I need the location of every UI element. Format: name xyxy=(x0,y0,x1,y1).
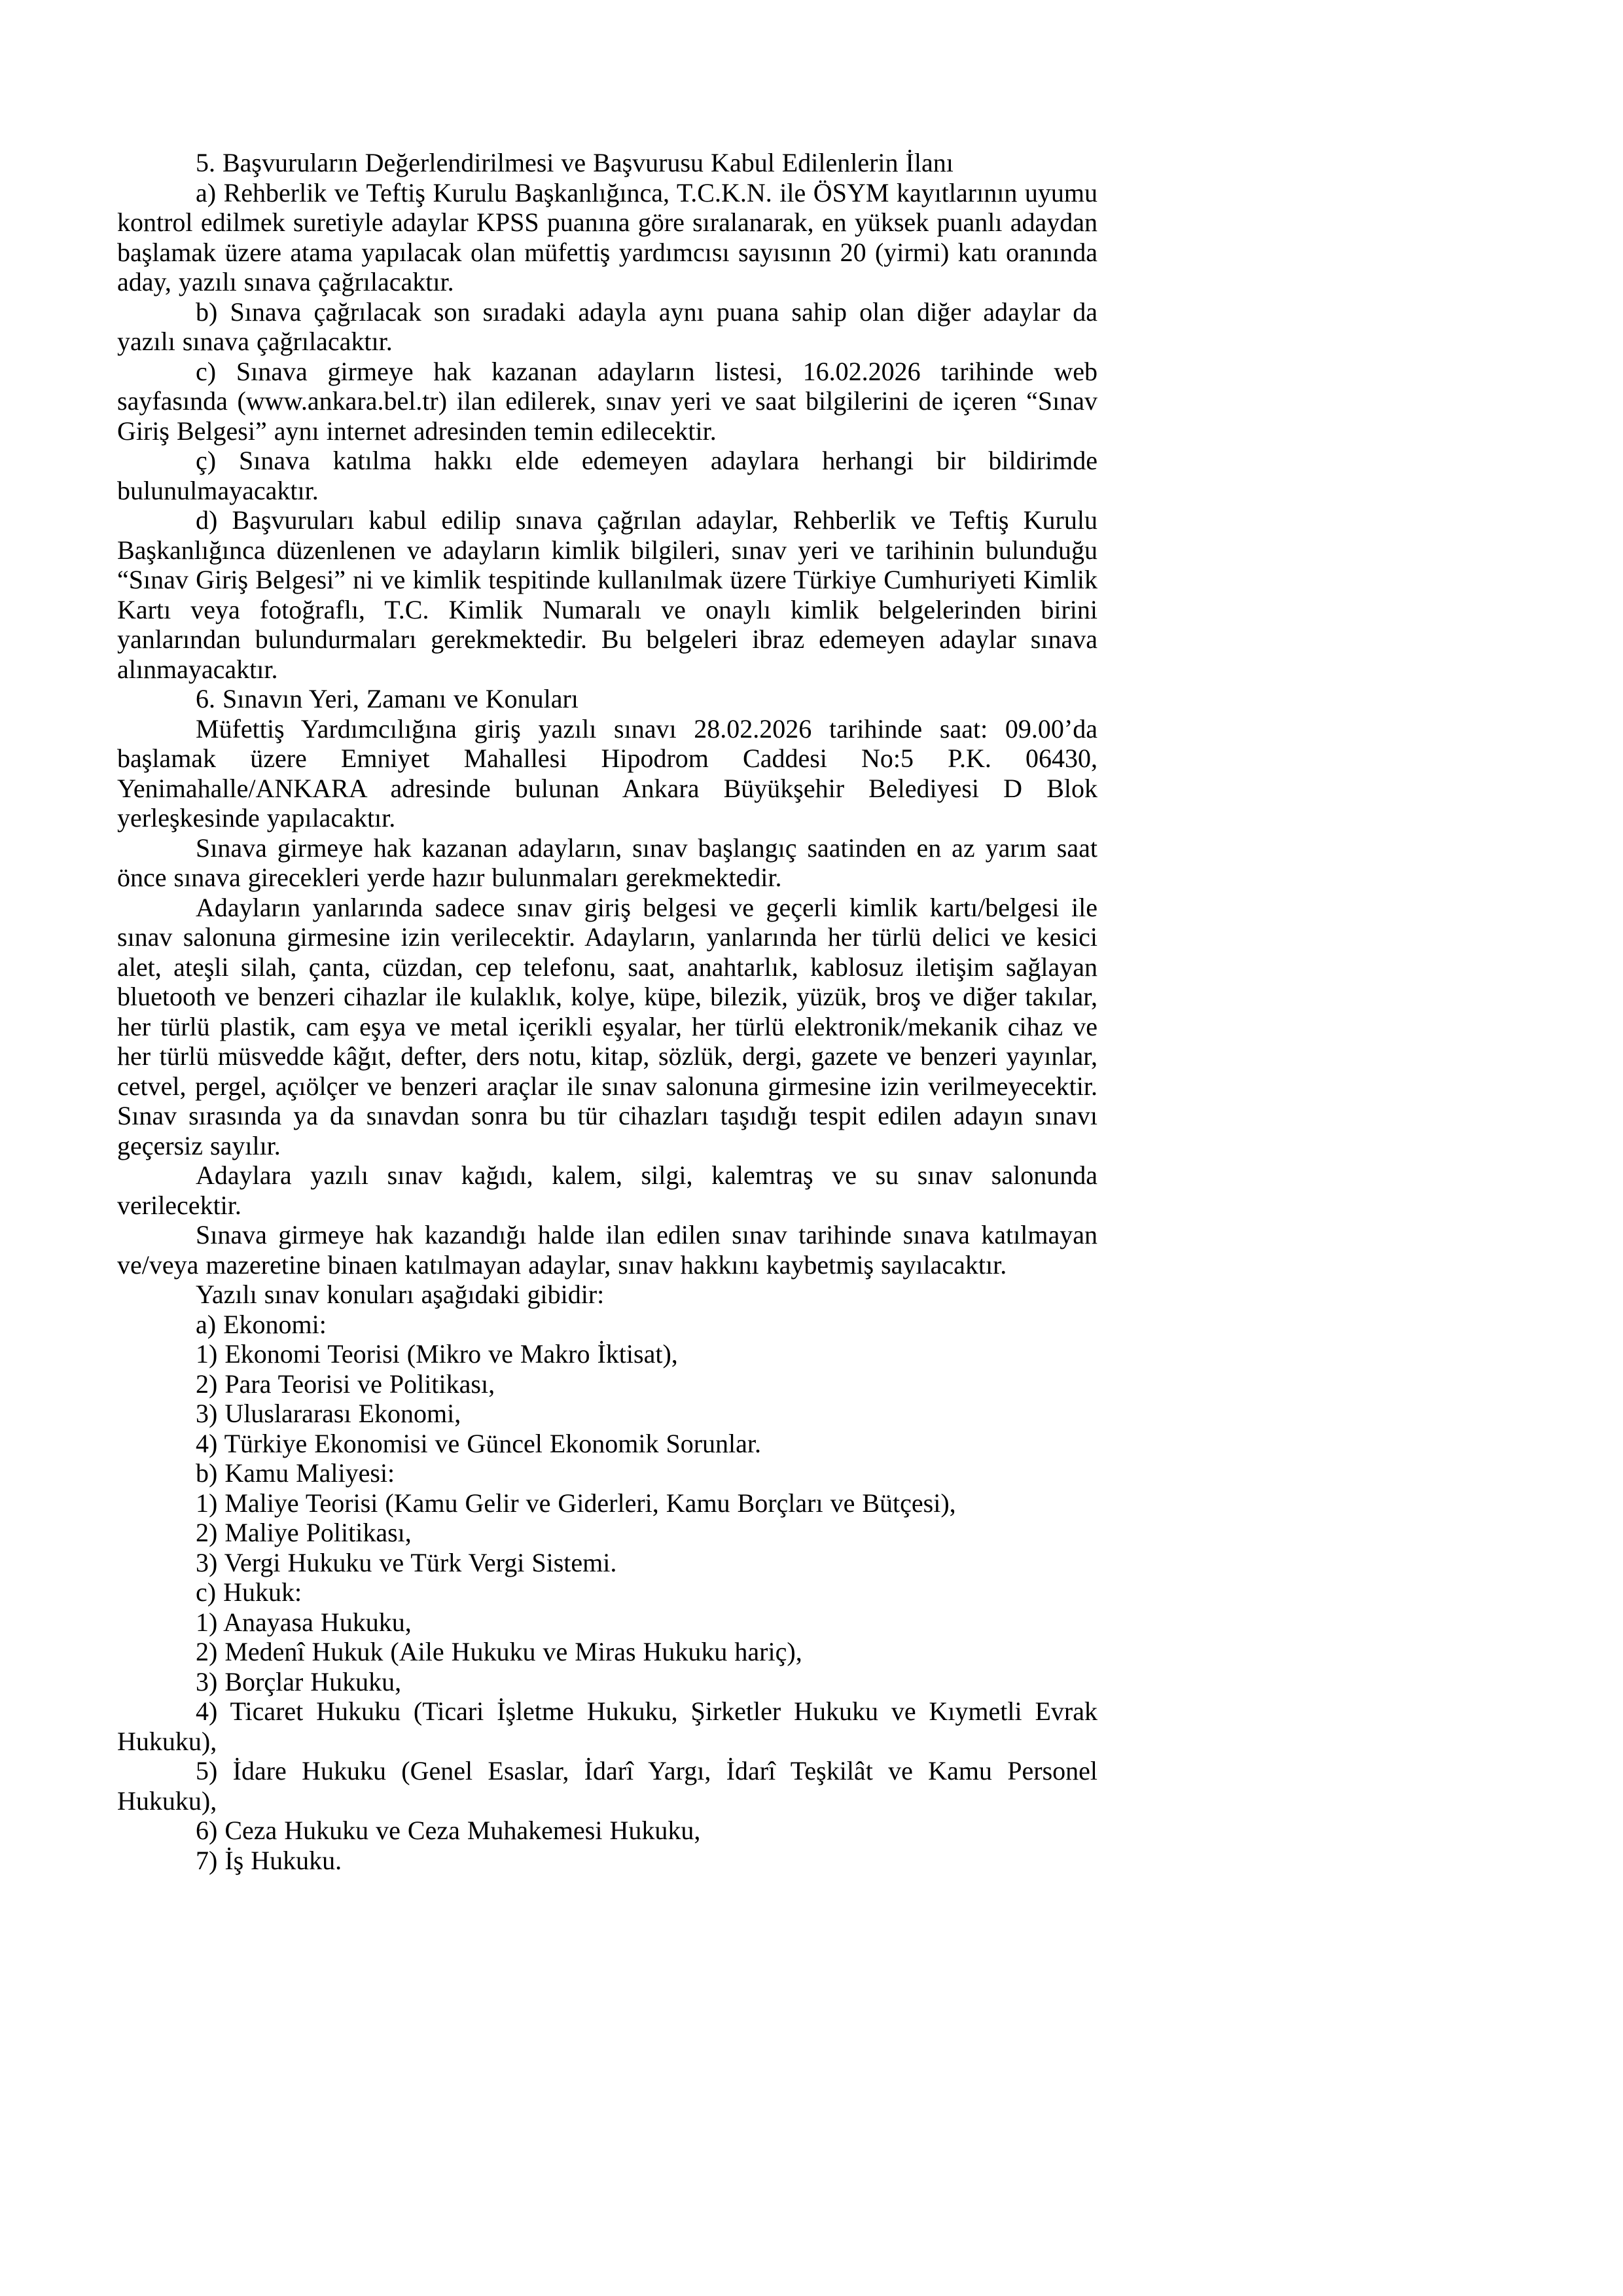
document-paragraph: 2) Para Teorisi ve Politikası, xyxy=(196,1369,495,1399)
document-paragraph: 4) Türkiye Ekonomisi ve Güncel Ekonomik Sorunlar. xyxy=(196,1428,762,1458)
document-paragraph: 2) Maliye Politikası, xyxy=(196,1518,412,1547)
document-paragraph: 5) İdare Hukuku (Genel Esaslar, İdarî Yargı, İdarî Teşkilât ve Kamu Personel Hukuku), xyxy=(117,1756,1097,1816)
document-paragraph: 6. Sınavın Yeri, Zamanı ve Konuları xyxy=(196,684,579,713)
document-paragraph: c) Hukuk: xyxy=(196,1577,302,1607)
document-paragraph: 3) Vergi Hukuku ve Türk Vergi Sistemi. xyxy=(196,1547,617,1577)
document-paragraph: d) Başvuruları kabul edilip sınava çağrılan adaylar, Rehberlik ve Teftiş Kurulu Başkanlığınca düzenlenen ve adayların kimlik bilgileri, sınav yeri ve tarihinin bulunduğu “Sınav Giriş Belgesi” ni ve kimlik tespitinde kullanılmak üzere Türkiye Cumhuriyeti Kimlik Kartı veya fotoğraflı, T.C. Kimlik Numaralı ve onaylı kimlik belgelerinden birini yanlarından bulundurmaları gerekmektedir. Bu belgeleri ibraz edemeyen adaylar sınava alınmayacaktır. xyxy=(117,505,1097,684)
document-paragraph: 5. Başvuruların Değerlendirilmesi ve Başvurusu Kabul Edilenlerin İlanı xyxy=(196,148,954,177)
document-paragraph: 3) Uluslararası Ekonomi, xyxy=(196,1399,461,1428)
document-paragraph: 3) Borçlar Hukuku, xyxy=(196,1666,402,1696)
document-paragraph: 2) Medenî Hukuk (Aile Hukuku ve Miras Hukuku hariç), xyxy=(196,1637,802,1666)
document-paragraph: b) Sınava çağrılacak son sıradaki adayla aynı puana sahip olan diğer adaylar da yazılı sınava çağrılacaktır. xyxy=(117,296,1097,356)
document-paragraph: a) Rehberlik ve Teftiş Kurulu Başkanlığınca, T.C.K.N. ile ÖSYM kayıtlarının uyumu kontrol edilmek suretiyle adaylar KPSS puanına göre sıralanarak, en yüksek puanlı adaydan başlamak üzere atama yapılacak olan müfettiş yardımcısı sayısının 20 (yirmi) katı oranında aday, yazılı sınava çağrılacaktır. xyxy=(117,177,1097,296)
document-paragraph: Müfettiş Yardımcılığına giriş yazılı sınavı 28.02.2026 tarihinde saat: 09.00’da başlamak üzere Emniyet Mahallesi Hipodrom Caddesi No:5 P.K. 06430, Yenimahalle/ANKARA adresinde bulunan Ankara Büyükşehir Belediyesi D Blok yerleşkesinde yapılacaktır. xyxy=(117,713,1097,833)
document-paragraph: Adayların yanlarında sadece sınav giriş belgesi ve geçerli kimlik kartı/belgesi ile sınav salonuna girmesine izin verilecektir. Adayların, yanlarında her türlü delici ve kesici alet, ateşli silah, çanta, cüzdan, cep telefonu, saat, anahtarlık, kablosuz iletişim sağlayan bluetooth ve benzeri cihazlar ile kulaklık, kolye, küpe, bilezik, yüzük, broş ve diğer takılar, her türlü plastik, cam eşya ve metal içerikli eşyalar, her türlü elektronik/mekanik cihaz ve her türlü müsvedde kâğıt, defter, ders notu, kitap, sözlük, dergi, gazete ve benzeri yayınlar, cetvel, pergel, açıölçer ve benzeri araçlar ile sınav salonuna girmesine izin verilmeyecektir. Sınav sırasında ya da sınavdan sonra bu tür cihazları taşıdığı tespit edilen adayın sınavı geçersiz sayılır. xyxy=(117,892,1097,1160)
document-paragraph: ç) Sınava katılma hakkı elde edemeyen adaylara herhangi bir bildirimde bulunulmayacaktır. xyxy=(117,446,1097,505)
document-paragraph: c) Sınava girmeye hak kazanan adayların listesi, 16.02.2026 tarihinde web sayfasında (www.ankara.bel.tr) ilan edilerek, sınav yeri ve saat bilgilerini de içeren “Sınav Giriş Belgesi” aynı internet adresinden temin edilecektir. xyxy=(117,356,1097,446)
document-paragraph: b) Kamu Maliyesi: xyxy=(196,1458,395,1488)
document-paragraph: a) Ekonomi: xyxy=(196,1309,327,1339)
document-paragraph: 7) İş Hukuku. xyxy=(196,1845,342,1875)
document-paragraph: Sınava girmeye hak kazandığı halde ilan edilen sınav tarihinde sınava katılmayan ve/veya mazeretine binaen katılmayan adaylar, sınav hakkını kaybetmiş sayılacaktır. xyxy=(117,1220,1097,1280)
document-body xyxy=(117,148,1097,1875)
document-paragraph: 6) Ceza Hukuku ve Ceza Muhakemesi Hukuku, xyxy=(196,1816,701,1845)
document-paragraph: 1) Maliye Teorisi (Kamu Gelir ve Giderleri, Kamu Borçları ve Bütçesi), xyxy=(196,1488,956,1518)
document-paragraph: Adaylara yazılı sınav kağıdı, kalem, silgi, kalemtraş ve su sınav salonunda verilecektir. xyxy=(117,1160,1097,1220)
document-paragraph: 4) Ticaret Hukuku (Ticari İşletme Hukuku, Şirketler Hukuku ve Kıymetli Evrak Hukuku), xyxy=(117,1696,1097,1756)
document-paragraph: Sınava girmeye hak kazanan adayların, sınav başlangıç saatinden en az yarım saat önce sınava girecekleri yerde hazır bulunmaları gerekmektedir. xyxy=(117,833,1097,892)
document-paragraph: 1) Ekonomi Teorisi (Mikro ve Makro İktisat), xyxy=(196,1339,678,1369)
document-paragraph: Yazılı sınav konuları aşağıdaki gibidir: xyxy=(196,1280,605,1309)
document-paragraph: 1) Anayasa Hukuku, xyxy=(196,1607,412,1637)
